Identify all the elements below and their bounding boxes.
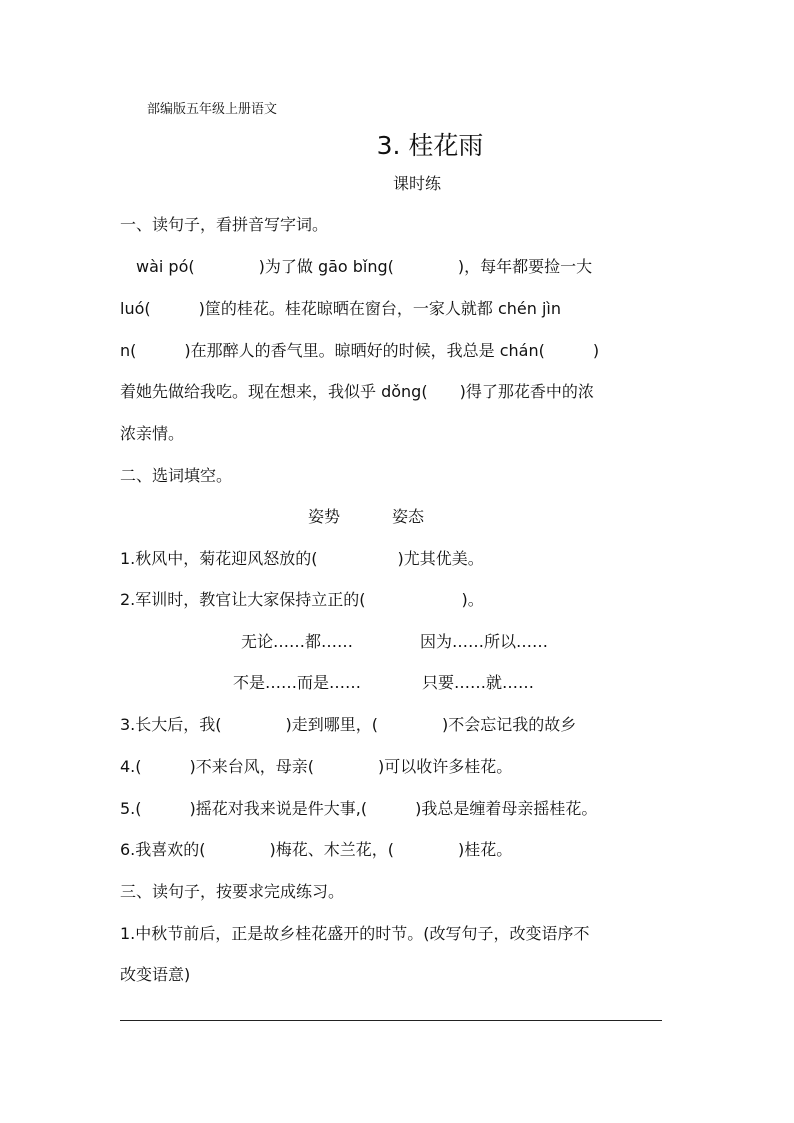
question-5: 5.( )摇花对我来说是件大事,( )我总是缠着母亲摇桂花。 — [120, 799, 598, 818]
section3-question-1-cont: 改变语意) — [120, 965, 191, 984]
section1-line: luó( )筐的桂花。桂花晾晒在窗台，一家人就都 chén jìn — [120, 299, 561, 318]
publisher-header: 部编版五年级上册语文 — [147, 102, 278, 117]
question-3: 3.长大后，我( )走到哪里，( )不会忘记我的故乡 — [120, 715, 577, 734]
section1-line: wài pó( )为了做 gāo bǐng( )，每年都要捡一大 — [120, 257, 593, 276]
word-option: 姿势 — [308, 507, 341, 526]
section1-heading: 一、读句子，看拼音写字词。 — [120, 215, 329, 234]
conjunction-option: 无论……都…… — [241, 632, 354, 651]
conjunction-option: 因为……所以…… — [420, 632, 549, 651]
section2-heading: 二、选词填空。 — [120, 466, 233, 485]
conjunction-option: 只要……就…… — [422, 673, 535, 692]
lesson-title: 3. 桂花雨 — [376, 131, 484, 160]
section1-line: n( )在那醉人的香气里。晾晒好的时候，我总是 chán( ) — [120, 341, 600, 360]
conjunction-option: 不是……而是…… — [233, 673, 362, 692]
word-option: 姿态 — [392, 507, 425, 526]
question-1: 1.秋风中，菊花迎风怒放的( )尤其优美。 — [120, 549, 484, 568]
answer-line[interactable] — [120, 1020, 662, 1021]
section1-line: 着她先做给我吃。现在想来，我似乎 dǒng( )得了那花香中的浓 — [120, 382, 594, 401]
question-4: 4.( )不来台风，母亲( )可以收许多桂花。 — [120, 757, 513, 776]
section3-question-1: 1.中秋节前后，正是故乡桂花盛开的时节。(改写句子，改变语序不 — [120, 924, 590, 943]
question-6: 6.我喜欢的( )梅花、木兰花，( )桂花。 — [120, 840, 513, 859]
lesson-subtitle: 课时练 — [392, 174, 441, 193]
question-2: 2.军训时，教官让大家保持立正的( )。 — [120, 590, 484, 609]
section3-heading: 三、读句子，按要求完成练习。 — [120, 882, 345, 901]
section1-line: 浓亲情。 — [120, 424, 185, 443]
